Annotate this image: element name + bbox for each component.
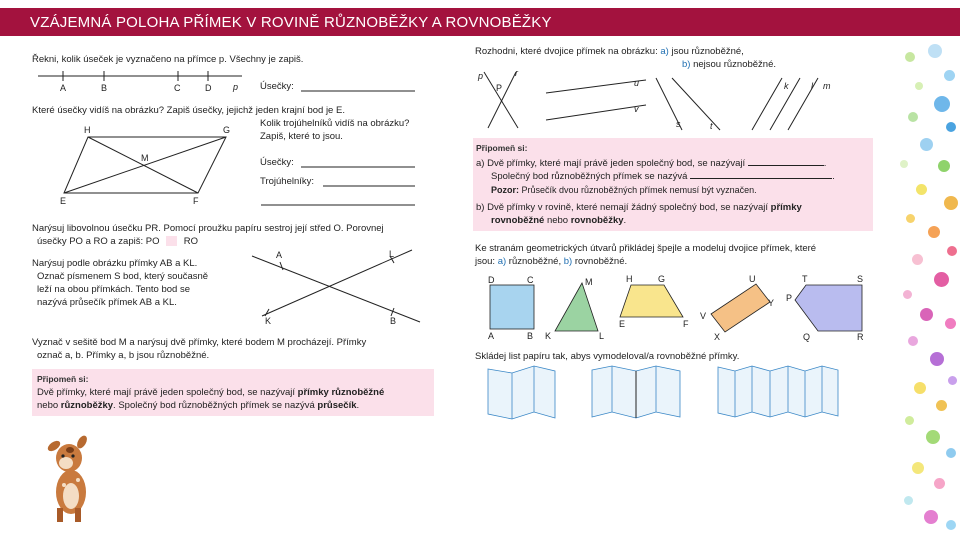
point-label-a2: A (276, 250, 283, 260)
point-label-d: D (205, 83, 212, 93)
right-remember-a2: Společný bod různoběžných přímek se nazývá . (491, 171, 835, 182)
shape-label-x: X (714, 332, 721, 342)
left-task1-text: Řekni, kolik úseček je vyznačeno na přímce p. Všechny je zapiš. (32, 54, 304, 65)
point-label-k: K (265, 316, 272, 326)
shape-label-l3: L (599, 331, 605, 341)
shape-label-d: D (488, 275, 495, 285)
shape-label-s2: S (857, 274, 864, 284)
shape-label-a3: A (488, 331, 495, 341)
left-task4-line3: leží na obou přímkách. Tento bod se (37, 284, 190, 295)
right-remember-pozor: Pozor: Průsečík dvou různoběžných přímek nemusí být vyznačen. (491, 185, 757, 195)
line-label-t: t (710, 121, 713, 131)
left-remember-line2: nebo různoběžky. Společný bod různoběžných přímek se nazývá průsečík. (37, 400, 360, 411)
left-remember-line1: Dvě přímky, které mají právě jeden společný bod, se nazývají přímky různoběžné (37, 387, 385, 398)
point-label-e: E (60, 196, 67, 206)
left-task2-label2: Trojúhelníky: (260, 176, 315, 187)
shape-label-m2: M (585, 277, 593, 287)
right-task1-line1: Rozhodni, které dvojice přímek na obrázku: a) jsou různoběžné, (475, 46, 744, 57)
left-task5-line1: Vyznač v sešitě bod M a narýsuj dvě přímky, které bodem M procházejí. Přímky (32, 337, 367, 348)
line-label-k: k (784, 81, 789, 91)
shape-label-g2: G (658, 274, 666, 284)
line-label-p2: p (478, 71, 484, 81)
left-task2-q2: Zapiš, které to jsou. (260, 131, 343, 142)
left-task3-line1: Narýsuj libovolnou úsečku PR. Pomocí proužku papíru sestroj její střed O. Porovnej (32, 223, 384, 234)
point-label-a: A (60, 83, 67, 93)
line-label-p: p (233, 82, 239, 92)
point-label-g: G (223, 125, 231, 135)
right-remember-b2: rovnoběžné nebo rovnoběžky. (491, 215, 627, 226)
left-task1-label: Úsečky: (260, 81, 294, 92)
geometric-shapes-figure (488, 274, 864, 342)
page-title: VZÁJEMNÁ POLOHA PŘÍMEK V ROVINĚ RŮZNOBĚŽKY A ROVNOBĚŽKY (30, 14, 552, 31)
shape-label-k2: K (545, 331, 552, 341)
shape-label-u2: U (749, 274, 756, 284)
shape-label-o: Q (803, 332, 811, 342)
left-task2-text: Které úsečky vidíš na obrázku? Zapiš úsečky, jejichž jeden krajní bod je E. (32, 105, 345, 116)
point-label-m: M (141, 153, 149, 163)
point-label-b: B (101, 83, 108, 93)
right-task1-line2: b) nejsou různoběžné. (682, 59, 777, 70)
line-label-u: u (634, 78, 640, 88)
shape-label-y: Y (768, 298, 775, 308)
line-label-m: m (823, 81, 831, 91)
shape-label-c: C (527, 275, 534, 285)
shape-label-t2: T (802, 274, 808, 284)
shape-label-v2: V (700, 311, 707, 321)
left-task2-label1: Úsečky: (260, 157, 294, 168)
line-label-r: r (515, 68, 518, 78)
folded-paper-figure (488, 366, 838, 419)
left-task4-line2: Označ písmenem S bod, který současně (37, 271, 209, 282)
shape-label-b3: B (527, 331, 534, 341)
left-remember-heading: Připomeň si: (37, 374, 89, 384)
line-label-l2: l (811, 81, 813, 91)
line-label-v: v (634, 104, 639, 114)
left-task3-line2: úsečky PO a RO a zapiš: PO RO (37, 236, 199, 247)
left-task5-line2: označ a, b. Přímky a, b jsou různoběžné. (37, 350, 210, 361)
shape-label-e2: E (619, 319, 626, 329)
line-label-s: s (676, 119, 681, 129)
shape-label-r2: R (857, 332, 864, 342)
point-label-c: C (174, 83, 181, 93)
shape-label-h2: H (626, 274, 633, 284)
right-remember-b1: b) Dvě přímky v rovině, které nemají žádný společný bod, se nazývají přímky (476, 202, 802, 213)
right-remember-a1: a) Dvě přímky, které mají právě jeden společný bod, se nazývají . (476, 158, 827, 169)
right-task3-text: Skládej list papíru tak, abys vymodeloval/a rovnoběžné přímky. (475, 351, 740, 362)
line-pairs-figure (477, 68, 831, 131)
point-label-l: L (389, 249, 395, 259)
left-task4-line4: nazývá průsečík přímek AB a KL. (37, 297, 177, 308)
point-label-p3: P (496, 83, 503, 93)
point-label-f: F (193, 196, 199, 206)
left-task4-line1: Narýsuj podle obrázku přímky AB a KL. (32, 258, 198, 269)
shape-label-p4: P (786, 293, 793, 303)
right-task2-line2: jsou: a) různoběžné, b) rovnoběžné. (475, 256, 628, 267)
right-task2-line1: Ke stranám geometrických útvarů přikládej špejle a modeluj dvojice přímek, které (475, 243, 817, 254)
left-task2-q1: Kolik trojúhelníků vidíš na obrázku? (260, 118, 410, 129)
right-remember-heading: Připomeň si: (476, 143, 528, 153)
shape-label-f2: F (683, 319, 689, 329)
point-label-b2: B (390, 316, 397, 326)
point-label-h: H (84, 125, 91, 135)
